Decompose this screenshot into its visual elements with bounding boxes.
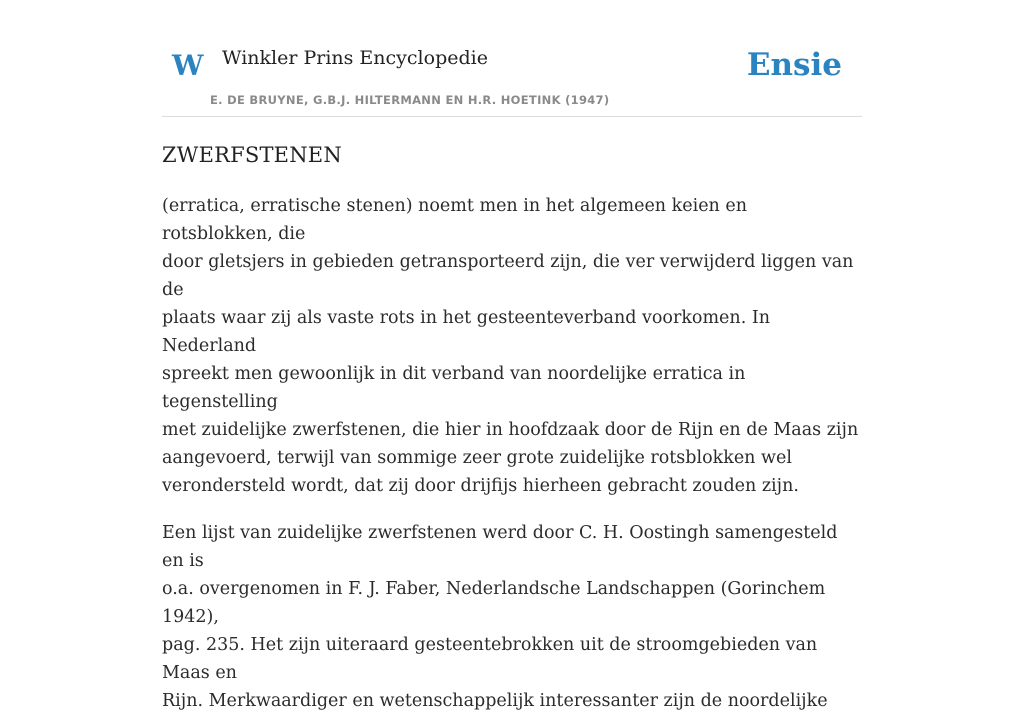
book-title: Winkler Prins Encyclopedie: [222, 47, 488, 69]
book-authors: E. DE BRUYNE, G.B.J. HILTERMANN EN H.R. HOETINK (1947): [210, 93, 610, 107]
ensie-brand-logo[interactable]: Ensie: [746, 47, 842, 83]
article-paragraph: (erratica, erratische stenen) noemt men in het algemeen keien en rotsblokken, die door gletsjers in gebieden getransporteerd zijn, die ver verwijderd liggen van de plaats waar zij als vaste rots in het gesteenteverband voorkomen. In Nederland spreekt men gewoonlijk in dit verband van noordelijke erratica in tegenstelling met zuidelijke zwerfstenen, die hier in hoofdzaak door de Rijn en de Maas zijn aangevoerd, terwijl van sommige zeer grote zuidelijke rotsblokken wel verondersteld wordt, dat zij door drijfijs hierheen gebracht zouden zijn.: [162, 196, 859, 496]
entry-title: ZWERFSTENEN: [162, 143, 342, 167]
winkler-prins-logo[interactable]: W: [172, 49, 204, 82]
article-paragraph: Een lijst van zuidelijke zwerfstenen werd door C. H. Oostingh samengesteld en is o.a. overgenomen in F. J. Faber, Nederlandsche Landschappen (Gorinchem 1942), pag. 235. Het zijn uiteraard gesteentebrokken uit de stroomgebieden van Maas en Rijn. Merkwaardiger en wetenschappelijk interessanter zijn de noordelijke: [162, 523, 838, 711]
book-header: [162, 0, 862, 117]
article: [162, 140, 862, 715]
